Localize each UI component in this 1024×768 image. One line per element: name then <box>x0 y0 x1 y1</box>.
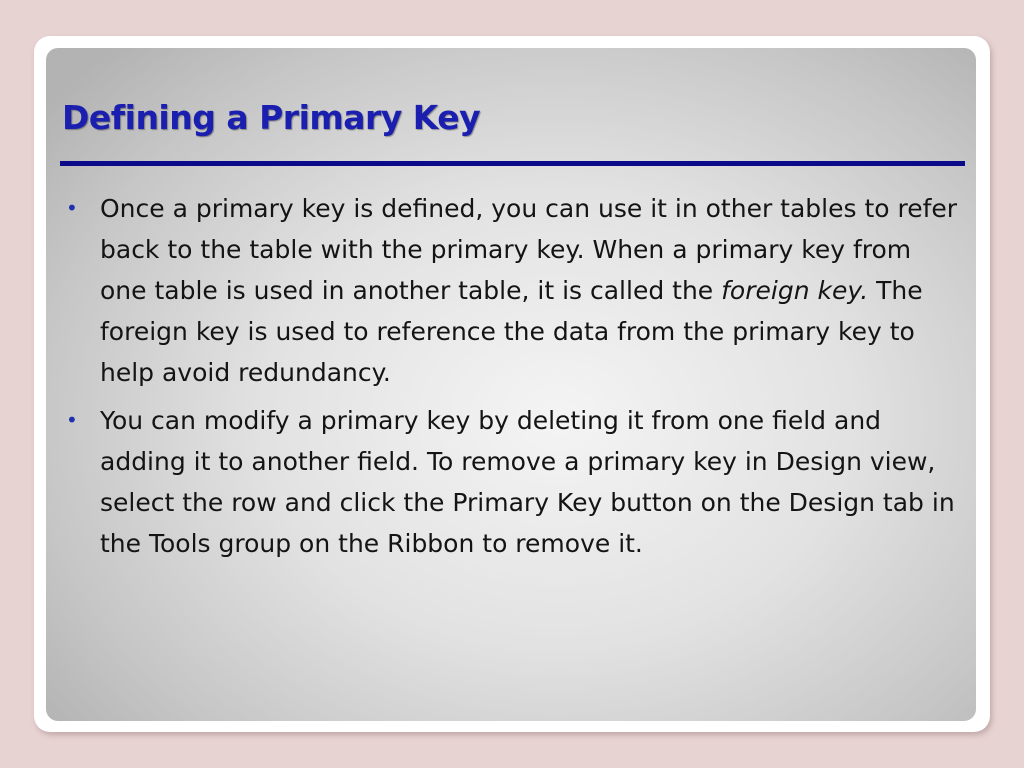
title-divider <box>60 161 965 166</box>
emphasized-term: foreign key. <box>721 276 869 305</box>
bullet-text: You can modify a primary key by deleting it from one field and adding it to another field. To remove a primary key in Design view, select the row and click the Primary Key button on the Design tab in the Tools group on the Ribbon to remove it. <box>100 406 955 558</box>
slide-content-area <box>46 48 976 721</box>
bullet-list <box>64 188 959 571</box>
bullet-icon: • <box>66 196 78 220</box>
bullet-item-modify-key <box>64 400 959 564</box>
bullet-text: Once a primary key is defined, you can use it in other tables to refer back to the table with the primary key. When a primary key from one table is used in another table, it is called the <box>100 194 958 305</box>
bullet-item-foreign-key <box>64 188 959 393</box>
bullet-icon: • <box>66 408 78 432</box>
bullet-text-continued: The foreign key is used to reference the data from the primary key to help avoid redundancy. <box>100 276 923 387</box>
slide-frame <box>34 36 990 732</box>
slide-title: Defining a Primary Key <box>62 98 481 137</box>
